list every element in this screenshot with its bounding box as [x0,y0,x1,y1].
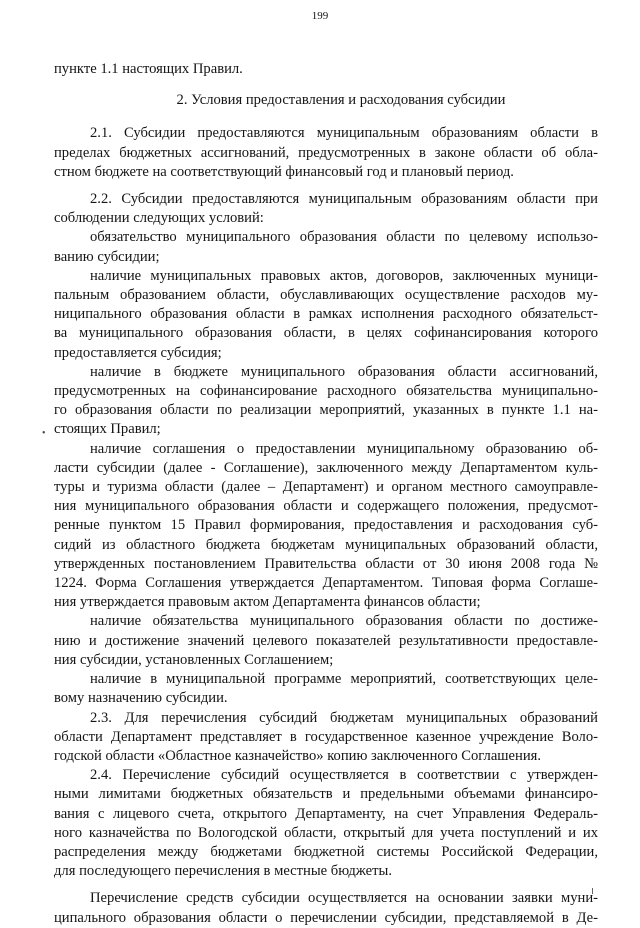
paragraph-line: наличие обязательства муниципального образования области по достиже- [90,613,598,630]
paragraph-line: предусмотренных на софинансирование расходного обязательства муниципально- [54,383,598,400]
paragraph-line: предоставляется субсидия; [54,344,222,361]
paragraph-line: стном бюджете на соответствующий финансовый год и плановый период. [54,163,514,180]
paragraph-line: туры и туризма области (далее – Департамент) и органом местного самоуправле- [54,479,598,496]
margin-dot-mark: • [42,428,46,439]
paragraph-line: 2.1. Субсидии предоставляются муниципальным образованиям области в [90,125,598,142]
paragraph-line: ния утверждается правовым актом Департамента финансов области; [54,594,481,611]
paragraph-line: 1224. Форма Соглашения утверждается Департаментом. Типовая форма Соглаше- [54,575,598,592]
paragraph-line: 2.2. Субсидии предоставляются муниципальным образованиям области при [90,191,598,208]
paragraph-line: 2.4. Перечисление субсидий осуществляется в соответствии с утвержден- [90,767,598,784]
paragraph-line: ного казначейства по Вологодской области, открытый для учета поступлений и их [54,824,598,841]
paragraph-line: нию и достижение значений целевого показателей результативности предоставле- [54,632,598,649]
paragraph-line: ципального образования области о перечислении субсидии, представляемой в Де- [54,909,598,926]
paragraph-line: наличие муниципальных правовых актов, договоров, заключенных муници- [90,267,598,284]
paragraph-line: сидий из областного бюджета бюджетам муниципальных образований области, [54,536,598,553]
paragraph-line: наличие в бюджете муниципального образования области ассигнований, [90,363,598,380]
paragraph-list [54,124,598,927]
paragraph-line: распределения между бюджетами бюджетной системы Российской Федерации, [54,843,598,860]
paragraph-line: Перечисление средств субсидии осуществляется на основании заявки муни- [90,890,598,907]
paragraph-line: пределах бюджетных ассигнований, предусмотренных в законе области об обла- [54,144,598,161]
paragraph-line: стоящих Правил; [54,421,161,438]
section-heading: 2. Условия предоставления и расходования субсидии [176,92,506,109]
paragraph-line: пальным образованием области, обуславливающих осуществление расходов му- [54,287,598,304]
paragraph-line: для последующего перечисления в местные бюджеты. [54,863,392,880]
paragraph-line: наличие соглашения о предоставлении муниципальному образованию об- [90,440,598,457]
paragraph-line: ния муниципального образования области и содержащего положения, предусмот- [54,498,598,515]
paragraph-line: ными лимитами бюджетных обязательств и предельными объемами финансиро- [54,786,598,803]
paragraph-line: области Департамент представляет в государственное казенное учреждение Воло- [54,728,598,745]
paragraph-line: ванию субсидии; [54,248,160,265]
paragraph-line: ния субсидии, установленных Соглашением; [54,651,334,668]
paragraph-line: соблюдении следующих условий: [54,210,264,227]
paragraph-line: вания с лицевого счета, открытого Департаменту, на счет Управления Федераль- [54,805,598,822]
document-body [54,60,598,928]
paragraph-line: наличие в муниципальной программе мероприятий, соответствующих целе- [90,671,598,688]
page-number: 199 [311,10,329,22]
paragraph-line: 2.3. Для перечисления субсидий бюджетам муниципальных образований [90,709,598,726]
paragraph-line: ниципального образования области в рамках исполнения расходного обязательст- [54,306,598,323]
paragraph-line: вому назначению субсидии. [54,690,228,707]
paragraph-line: годской области «Областное казначейство» копию заключенного Соглашения. [54,747,541,764]
paragraph-gap [54,182,598,190]
paragraph-line: ренные пунктом 15 Правил формирования, предоставления и расходования суб- [54,517,598,534]
paragraph-line: утвержденных постановлением Правительства области от 30 июня 2008 года № [54,555,598,572]
paragraph-line: обязательство муниципального образования области по целевому использо- [90,229,598,246]
paragraph-line: ва муниципального образования области, в целях софинансирования которого [54,325,598,342]
paragraph-line: ласти субсидии (далее - Соглашение), заключенного между Департаментом куль- [54,459,598,476]
paragraph-gap [54,881,598,889]
paragraph-line: го образования области по реализации мероприятий, указанных в пункте 1.1 на- [54,402,598,419]
intro-line: пункте 1.1 настоящих Правил. [54,61,243,77]
